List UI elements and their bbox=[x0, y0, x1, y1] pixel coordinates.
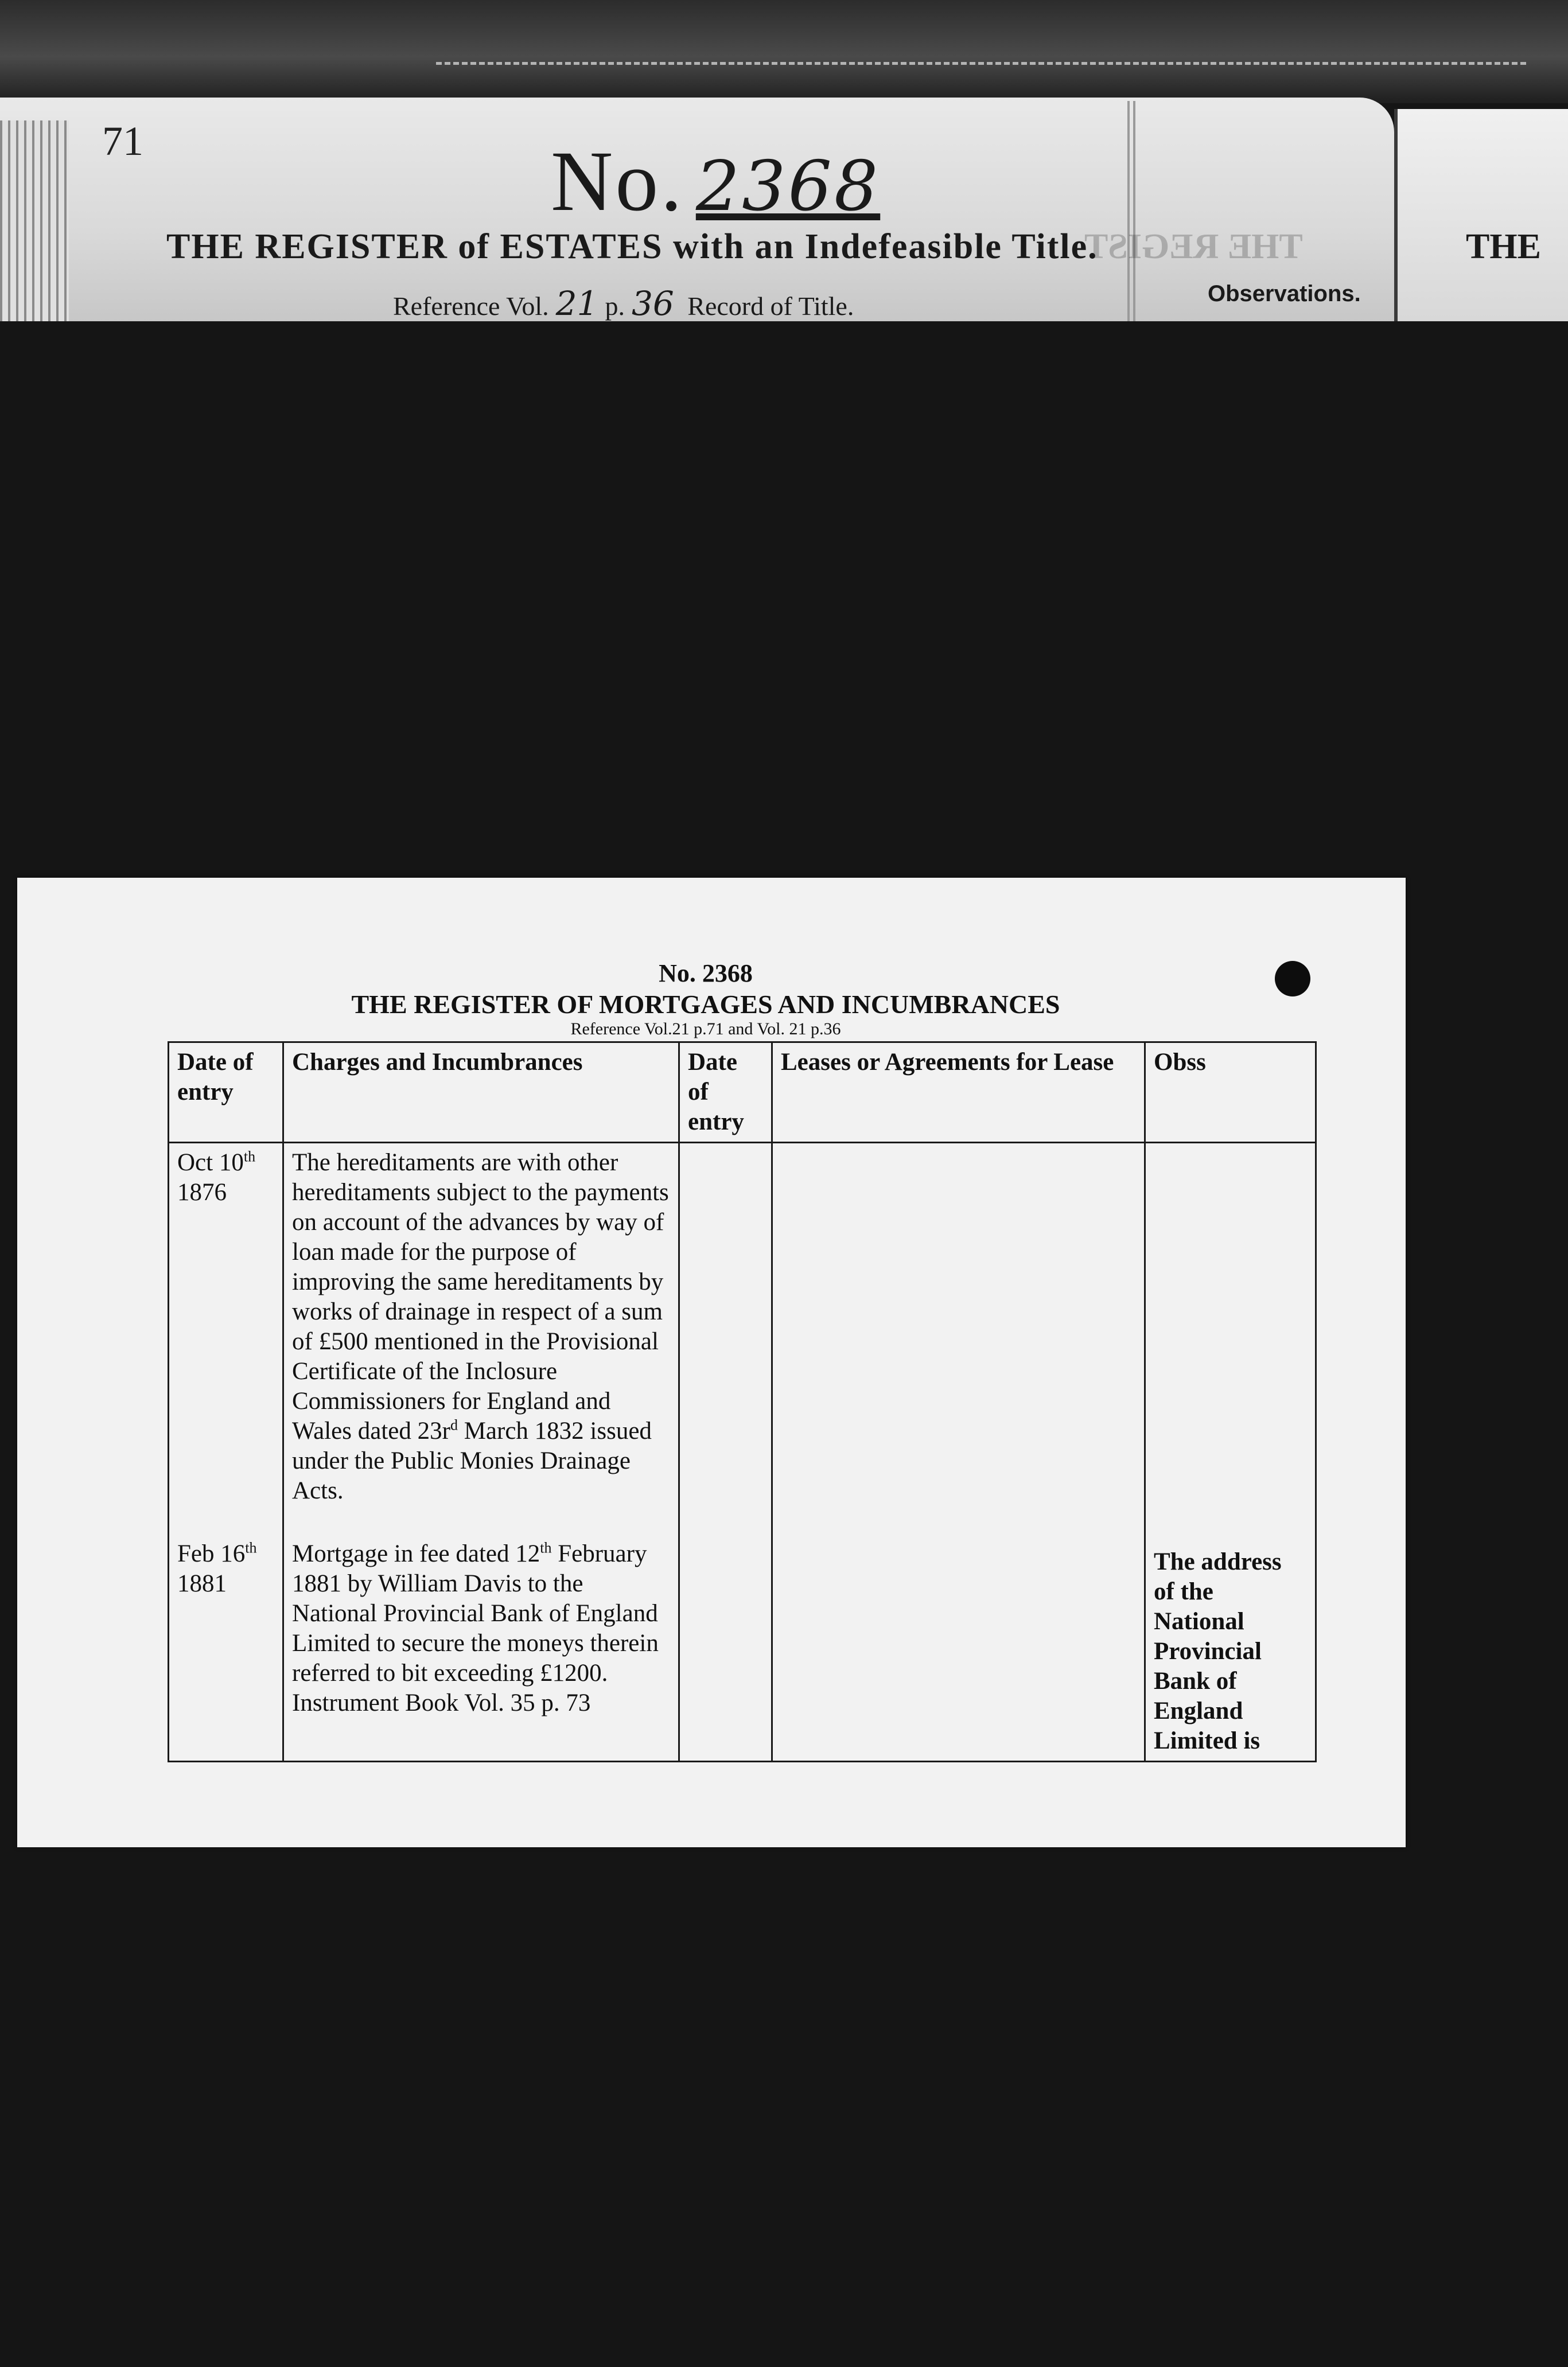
col-header-date-2: Date of entry bbox=[679, 1042, 772, 1143]
col-header-leases: Leases or Agreements for Lease bbox=[772, 1042, 1145, 1143]
entry-charges-text-cont: March 1832 issued under the Public Monies Drainage Acts. bbox=[292, 1418, 652, 1504]
dashed-rule bbox=[436, 62, 1526, 65]
entry-date-suffix: th bbox=[243, 1148, 256, 1165]
entry-leases bbox=[772, 1143, 1145, 1511]
ledger-title: THE REGISTER of ESTATES with an Indefeasible Title. bbox=[166, 227, 1098, 266]
entry-leases bbox=[772, 1510, 1145, 1762]
ledger-reference bbox=[393, 284, 854, 323]
ledger-number bbox=[551, 132, 880, 231]
ledger-column-rule bbox=[1133, 101, 1135, 321]
card-reference: Reference Vol.21 p.71 and Vol. 21 p.36 bbox=[570, 1019, 841, 1038]
entry-charges-text: Mortgage in fee dated 12 bbox=[292, 1540, 540, 1567]
entry-date-suffix: th bbox=[245, 1539, 257, 1556]
ledger-number-prefix: No. bbox=[551, 134, 684, 229]
entry-charges-text-cont: February 1881 by William Davis to the National Provincial Bank of England Limited to secure the moneys therein referred to bit exceeding £1200. Instrument Book Vol. 35 p. 73 bbox=[292, 1540, 659, 1716]
entry-date-2 bbox=[679, 1510, 772, 1762]
entry-obs bbox=[1145, 1143, 1316, 1511]
card-title: THE REGISTER OF MORTGAGES AND INCUMBRANCES bbox=[351, 990, 1060, 1019]
register-table bbox=[168, 1041, 1317, 1762]
ledger-column-rule bbox=[1127, 101, 1130, 321]
punch-hole bbox=[1275, 961, 1310, 996]
entry-date bbox=[169, 1510, 283, 1762]
table-row bbox=[169, 1143, 1316, 1511]
entry-date-year: 1876 bbox=[177, 1179, 227, 1206]
entry-charges-text: The hereditaments are with other hereditaments subject to the payments on account of the advances by way of loan made for the purpose of improving the same hereditaments by works of drainage in respect of a sum of £500 mentioned in the Provisional Certificate of the Inclosure Commissioners for England and Wales dated 23r bbox=[292, 1149, 669, 1445]
entry-date bbox=[169, 1143, 283, 1511]
col-header-obs: Obss bbox=[1145, 1042, 1316, 1143]
ledger-record-label: Record of Title. bbox=[687, 291, 854, 321]
table-row bbox=[169, 1510, 1316, 1762]
ledger-next-page-title: THE bbox=[1466, 227, 1541, 266]
entry-date-2 bbox=[679, 1143, 772, 1511]
entry-charges-suffix: d bbox=[450, 1416, 458, 1434]
entry-date-year: 1881 bbox=[177, 1570, 227, 1597]
table-header-row bbox=[169, 1042, 1316, 1143]
top-background bbox=[0, 0, 1568, 103]
entry-charges bbox=[283, 1510, 679, 1762]
ledger-ref-prefix: Reference Vol. bbox=[393, 291, 549, 321]
card-header bbox=[166, 958, 1245, 1038]
ledger-observations: Observations. bbox=[1208, 281, 1361, 306]
bleed-through-text: THE REGIST bbox=[1084, 227, 1303, 266]
ledger-ref-p-label: p. bbox=[605, 291, 625, 321]
card-number: No. 2368 bbox=[659, 959, 753, 987]
entry-charges bbox=[283, 1143, 679, 1511]
ledger-page-edges bbox=[0, 120, 69, 321]
col-header-charges: Charges and Incumbrances bbox=[283, 1042, 679, 1143]
col-header-date: Date of entry bbox=[169, 1042, 283, 1143]
entry-charges-suffix: th bbox=[540, 1539, 552, 1556]
ledger-number-value: 2368 bbox=[695, 147, 881, 227]
ledger-ref-page: 36 bbox=[631, 284, 674, 323]
ledger-page-number: 71 bbox=[102, 118, 143, 164]
entry-date-month: Feb 16 bbox=[177, 1540, 246, 1567]
ledger-ref-vol: 21 bbox=[555, 284, 598, 323]
ledger-facing-page bbox=[1394, 109, 1568, 321]
entry-obs: The address of the National Provincial Bank of England Limited is bbox=[1145, 1510, 1316, 1762]
entry-date-month: Oct 10 bbox=[177, 1149, 244, 1176]
